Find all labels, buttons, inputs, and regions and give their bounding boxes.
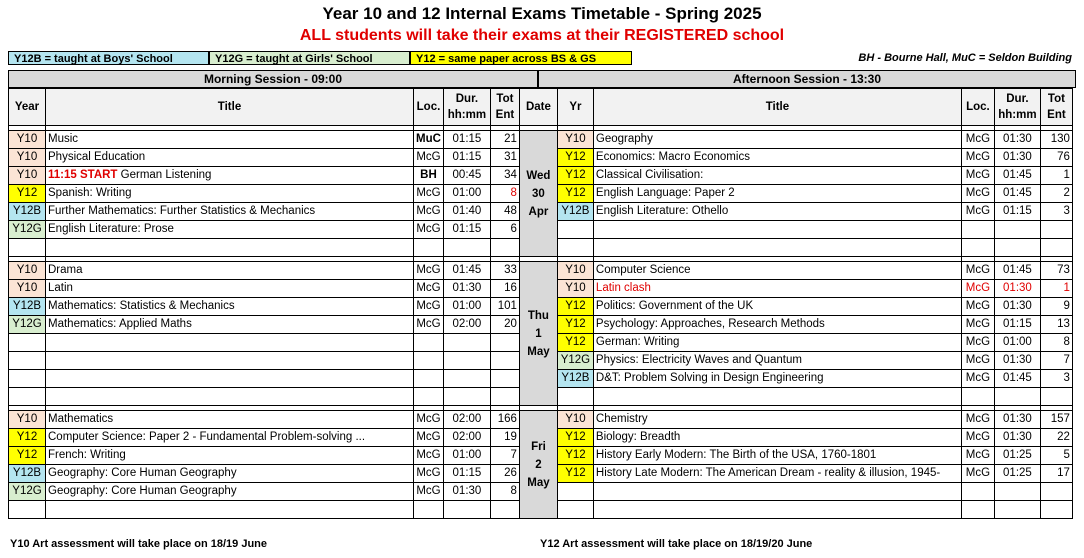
afternoon-title-cell (593, 239, 961, 257)
morning-year-cell: Y12G (9, 316, 46, 334)
morning-duration-cell (443, 334, 490, 352)
morning-entries-cell: 6 (490, 221, 519, 239)
table-row (9, 262, 1073, 280)
afternoon-title-cell (593, 447, 961, 465)
afternoon-title-text: Physics: Electricity Waves and Quantum (595, 354, 802, 366)
afternoon-year-cell: Y12 (557, 298, 593, 316)
morning-title-text: Mathematics: Applied Maths (48, 318, 192, 330)
date-part: Thu (527, 309, 549, 322)
afternoon-year-cell (557, 388, 593, 406)
afternoon-location-cell: McG (961, 167, 994, 185)
afternoon-location-cell: McG (961, 280, 994, 298)
morning-entries-cell: 48 (490, 203, 519, 221)
afternoon-duration-cell: 01:25 (994, 447, 1040, 465)
afternoon-title-text: History Early Modern: The Birth of the USA, 1760-1801 (595, 449, 877, 461)
morning-entries-cell: 166 (490, 411, 519, 429)
legend-y12g: Y12G = taught at Girls' School (209, 51, 410, 65)
morning-title-text: Mathematics: Statistics & Mechanics (48, 300, 235, 312)
morning-duration-cell: 01:00 (443, 185, 490, 203)
afternoon-title-cell (593, 131, 961, 149)
afternoon-title-cell (593, 298, 961, 316)
afternoon-location-cell: McG (961, 298, 994, 316)
afternoon-entries-cell: 7 (1040, 352, 1072, 370)
afternoon-location-cell (961, 501, 994, 519)
morning-title-text: Mathematics (48, 413, 114, 425)
morning-location-cell: McG (414, 280, 444, 298)
morning-title-text: Music (48, 133, 79, 145)
morning-year-cell (9, 239, 46, 257)
morning-title-text: Geography: Core Human Geography (48, 467, 237, 479)
afternoon-location-cell (961, 221, 994, 239)
afternoon-location-cell: McG (961, 185, 994, 203)
morning-title-cell (46, 429, 414, 447)
afternoon-entries-cell: 5 (1040, 447, 1072, 465)
afternoon-title-cell (593, 262, 961, 280)
morning-title-cell (46, 501, 414, 519)
afternoon-location-cell: McG (961, 465, 994, 483)
morning-title-text: Computer Science: Paper 2 - Fundamental Problem-solving ... (48, 431, 366, 443)
morning-title-cell (46, 262, 414, 280)
morning-location-cell: McG (414, 465, 444, 483)
col-yr: Yr (557, 89, 593, 126)
afternoon-duration-cell: 01:30 (994, 429, 1040, 447)
morning-entries-cell (490, 501, 519, 519)
afternoon-entries-cell (1040, 239, 1072, 257)
afternoon-title-text: Classical Civilisation: (595, 169, 704, 181)
morning-year-cell: Y12B (9, 203, 46, 221)
afternoon-entries-cell (1040, 388, 1072, 406)
morning-title-cell (46, 239, 414, 257)
morning-duration-cell (443, 239, 490, 257)
footer-note-y10: Y10 Art assessment will take place on 18/19 June (10, 538, 267, 550)
afternoon-title-text: Computer Science (595, 264, 691, 276)
afternoon-title-text: English Literature: Othello (595, 205, 729, 217)
morning-location-cell: McG (414, 316, 444, 334)
morning-title-cell (46, 149, 414, 167)
morning-location-cell: BH (414, 167, 444, 185)
afternoon-entries-cell: 13 (1040, 316, 1072, 334)
date-part: Fri (531, 440, 546, 453)
afternoon-location-cell: McG (961, 370, 994, 388)
morning-entries-cell: 101 (490, 298, 519, 316)
table-row (9, 411, 1073, 429)
morning-location-cell (414, 352, 444, 370)
morning-year-cell: Y12 (9, 185, 46, 203)
col-loc-pm: Loc. (961, 89, 994, 126)
afternoon-entries-cell: 9 (1040, 298, 1072, 316)
morning-title-text: Geography: Core Human Geography (48, 485, 237, 497)
page-title: Year 10 and 12 Internal Exams Timetable - Spring 2025 (322, 4, 762, 23)
morning-title-text: Further Mathematics: Further Statistics & Mechanics (48, 205, 316, 217)
morning-entries-cell: 19 (490, 429, 519, 447)
morning-year-cell (9, 501, 46, 519)
morning-duration-cell (443, 352, 490, 370)
morning-location-cell: McG (414, 429, 444, 447)
morning-location-cell: McG (414, 149, 444, 167)
afternoon-year-cell: Y12 (557, 316, 593, 334)
afternoon-location-cell: McG (961, 334, 994, 352)
morning-location-cell: McG (414, 262, 444, 280)
morning-year-cell: Y10 (9, 411, 46, 429)
afternoon-duration-cell: 01:15 (994, 316, 1040, 334)
morning-duration-cell (443, 501, 490, 519)
afternoon-entries-cell: 22 (1040, 429, 1072, 447)
date-cell (519, 262, 557, 406)
morning-entries-cell: 8 (490, 483, 519, 501)
afternoon-year-cell: Y12 (557, 334, 593, 352)
col-total: Tot Ent (490, 89, 519, 126)
morning-title-cell (46, 316, 414, 334)
morning-duration-cell: 01:15 (443, 149, 490, 167)
afternoon-location-cell: McG (961, 203, 994, 221)
afternoon-year-cell: Y12 (557, 185, 593, 203)
morning-title-cell (46, 131, 414, 149)
morning-duration-cell (443, 370, 490, 388)
afternoon-title-cell (593, 149, 961, 167)
morning-entries-cell: 20 (490, 316, 519, 334)
afternoon-location-cell: McG (961, 316, 994, 334)
afternoon-year-cell: Y12 (557, 149, 593, 167)
morning-title-text: Drama (48, 264, 83, 276)
morning-title-cell (46, 465, 414, 483)
morning-duration-cell: 01:30 (443, 280, 490, 298)
afternoon-title-cell (593, 280, 961, 298)
afternoon-duration-cell (994, 483, 1040, 501)
afternoon-duration-cell: 01:25 (994, 465, 1040, 483)
morning-duration-cell: 01:30 (443, 483, 490, 501)
afternoon-year-cell (557, 221, 593, 239)
morning-title-cell (46, 411, 414, 429)
morning-year-cell: Y12 (9, 447, 46, 465)
date-part: Wed (526, 169, 551, 182)
afternoon-year-cell: Y10 (557, 262, 593, 280)
afternoon-title-cell (593, 221, 961, 239)
morning-entries-cell: 16 (490, 280, 519, 298)
legend-y12: Y12 = same paper across BS & GS (410, 51, 632, 65)
afternoon-duration-cell: 01:45 (994, 370, 1040, 388)
afternoon-duration-cell: 01:30 (994, 149, 1040, 167)
afternoon-title-cell (593, 370, 961, 388)
morning-title-cell (46, 447, 414, 465)
afternoon-entries-cell: 157 (1040, 411, 1072, 429)
afternoon-entries-cell: 1 (1040, 280, 1072, 298)
morning-year-cell: Y12B (9, 465, 46, 483)
afternoon-location-cell: McG (961, 131, 994, 149)
afternoon-title-cell (593, 429, 961, 447)
date-part: 2 (535, 458, 542, 471)
afternoon-duration-cell (994, 239, 1040, 257)
afternoon-location-cell: McG (961, 149, 994, 167)
afternoon-entries-cell: 130 (1040, 131, 1072, 149)
morning-location-cell: MuC (414, 131, 444, 149)
afternoon-entries-cell: 3 (1040, 370, 1072, 388)
afternoon-year-cell: Y12 (557, 465, 593, 483)
afternoon-title-cell (593, 465, 961, 483)
date-cell (519, 131, 557, 257)
morning-location-cell (414, 501, 444, 519)
morning-location-cell: McG (414, 203, 444, 221)
morning-year-cell (9, 334, 46, 352)
afternoon-year-cell (557, 483, 593, 501)
morning-duration-cell: 01:00 (443, 298, 490, 316)
morning-entries-cell: 31 (490, 149, 519, 167)
afternoon-title-text: History Late Modern: The American Dream - reality & illusion, 1945- (595, 467, 941, 479)
morning-session-header: Morning Session - 09:00 (8, 70, 538, 88)
morning-entries-cell: 21 (490, 131, 519, 149)
date-part: Apr (528, 205, 549, 218)
morning-title-cell (46, 280, 414, 298)
afternoon-year-cell (557, 501, 593, 519)
morning-entries-cell (490, 370, 519, 388)
afternoon-duration-cell: 01:30 (994, 411, 1040, 429)
date-cell (519, 411, 557, 519)
col-title-pm: Title (593, 89, 961, 126)
table-row (9, 131, 1073, 149)
morning-year-cell: Y10 (9, 167, 46, 185)
morning-entries-cell (490, 352, 519, 370)
afternoon-year-cell (557, 239, 593, 257)
afternoon-year-cell: Y12 (557, 429, 593, 447)
page-subtitle: ALL students will take their exams at their REGISTERED school (299, 27, 785, 44)
location-key: BH - Bourne Hall, MuC = Seldon Building (858, 52, 1072, 64)
col-duration-pm: Dur. hh:mm (994, 89, 1040, 126)
afternoon-year-cell: Y10 (557, 280, 593, 298)
afternoon-title-text: German: Writing (595, 336, 680, 348)
morning-duration-cell: 02:00 (443, 429, 490, 447)
afternoon-duration-cell: 01:30 (994, 352, 1040, 370)
morning-title-cell (46, 298, 414, 316)
afternoon-title-text: Geography (595, 133, 653, 145)
start-time-note: 11:15 START (48, 169, 118, 181)
afternoon-title-text: Biology: Breadth (595, 431, 681, 443)
col-date: Date (519, 89, 557, 126)
morning-title-cell (46, 370, 414, 388)
morning-title-cell (46, 185, 414, 203)
morning-entries-cell: 34 (490, 167, 519, 185)
morning-duration-cell: 02:00 (443, 411, 490, 429)
col-loc: Loc. (414, 89, 444, 126)
afternoon-title-cell (593, 185, 961, 203)
afternoon-year-cell: Y12 (557, 447, 593, 465)
morning-duration-cell: 01:45 (443, 262, 490, 280)
afternoon-year-cell: Y12B (557, 203, 593, 221)
afternoon-location-cell (961, 388, 994, 406)
morning-year-cell: Y10 (9, 149, 46, 167)
morning-duration-cell: 01:40 (443, 203, 490, 221)
afternoon-title-cell (593, 388, 961, 406)
afternoon-duration-cell (994, 388, 1040, 406)
morning-title-text: Latin (48, 282, 73, 294)
morning-location-cell: McG (414, 185, 444, 203)
afternoon-duration-cell: 01:45 (994, 167, 1040, 185)
morning-year-cell (9, 370, 46, 388)
afternoon-entries-cell: 17 (1040, 465, 1072, 483)
date-part: May (527, 476, 550, 489)
afternoon-title-cell (593, 501, 961, 519)
morning-year-cell: Y10 (9, 280, 46, 298)
afternoon-title-text: Psychology: Approaches, Research Methods (595, 318, 825, 330)
col-title: Title (46, 89, 414, 126)
col-year: Year (9, 89, 46, 126)
morning-duration-cell: 01:15 (443, 131, 490, 149)
afternoon-location-cell: McG (961, 429, 994, 447)
afternoon-entries-cell: 76 (1040, 149, 1072, 167)
date-part: 1 (535, 327, 542, 340)
morning-duration-cell: 00:45 (443, 167, 490, 185)
morning-year-cell (9, 388, 46, 406)
col-duration: Dur. hh:mm (443, 89, 490, 126)
afternoon-year-cell: Y12 (557, 167, 593, 185)
morning-title-text: Spanish: Writing (48, 187, 132, 199)
header-row (9, 89, 1073, 126)
morning-duration-cell: 01:00 (443, 447, 490, 465)
morning-location-cell: McG (414, 298, 444, 316)
morning-duration-cell: 02:00 (443, 316, 490, 334)
afternoon-location-cell: McG (961, 352, 994, 370)
morning-entries-cell (490, 388, 519, 406)
morning-entries-cell: 8 (490, 185, 519, 203)
morning-entries-cell: 33 (490, 262, 519, 280)
afternoon-year-cell: Y10 (557, 411, 593, 429)
morning-entries-cell (490, 239, 519, 257)
morning-title-text: German Listening (120, 169, 212, 181)
afternoon-title-cell (593, 203, 961, 221)
morning-year-cell (9, 352, 46, 370)
afternoon-location-cell: McG (961, 447, 994, 465)
morning-title-cell (46, 221, 414, 239)
afternoon-title-text: English Language: Paper 2 (595, 187, 735, 199)
afternoon-title-cell (593, 316, 961, 334)
afternoon-duration-cell: 01:00 (994, 334, 1040, 352)
afternoon-title-text: Politics: Government of the UK (595, 300, 754, 312)
afternoon-duration-cell (994, 221, 1040, 239)
afternoon-duration-cell: 01:15 (994, 203, 1040, 221)
afternoon-entries-cell: 8 (1040, 334, 1072, 352)
morning-location-cell: McG (414, 411, 444, 429)
afternoon-title-cell (593, 334, 961, 352)
afternoon-entries-cell: 1 (1040, 167, 1072, 185)
morning-year-cell: Y12G (9, 221, 46, 239)
afternoon-duration-cell: 01:30 (994, 280, 1040, 298)
morning-title-text: English Literature: Prose (48, 223, 174, 235)
afternoon-entries-cell: 2 (1040, 185, 1072, 203)
morning-entries-cell: 26 (490, 465, 519, 483)
morning-location-cell: McG (414, 221, 444, 239)
afternoon-duration-cell: 01:45 (994, 185, 1040, 203)
morning-duration-cell: 01:15 (443, 221, 490, 239)
afternoon-entries-cell: 73 (1040, 262, 1072, 280)
morning-title-cell (46, 352, 414, 370)
morning-location-cell (414, 334, 444, 352)
morning-title-cell (46, 167, 414, 185)
afternoon-title-text: Economics: Macro Economics (595, 151, 750, 163)
col-total-pm: Tot Ent (1040, 89, 1072, 126)
morning-location-cell (414, 370, 444, 388)
morning-location-cell: McG (414, 447, 444, 465)
legend-y12b: Y12B = taught at Boys' School (8, 51, 209, 65)
afternoon-entries-cell (1040, 221, 1072, 239)
afternoon-title-cell (593, 483, 961, 501)
afternoon-title-text: Latin clash (595, 282, 651, 294)
footer-note-y12: Y12 Art assessment will take place on 18/19/20 June (540, 538, 813, 550)
afternoon-year-cell: Y12G (557, 352, 593, 370)
morning-title-cell (46, 388, 414, 406)
date-part: 30 (532, 187, 545, 200)
afternoon-location-cell: McG (961, 262, 994, 280)
morning-title-text: French: Writing (48, 449, 126, 461)
afternoon-title-text: Chemistry (595, 413, 648, 425)
afternoon-entries-cell: 3 (1040, 203, 1072, 221)
afternoon-year-cell: Y12B (557, 370, 593, 388)
morning-year-cell: Y12G (9, 483, 46, 501)
afternoon-entries-cell (1040, 501, 1072, 519)
morning-entries-cell: 7 (490, 447, 519, 465)
morning-year-cell: Y12 (9, 429, 46, 447)
afternoon-title-text: D&T: Problem Solving in Design Engineering (595, 372, 824, 384)
afternoon-duration-cell: 01:45 (994, 262, 1040, 280)
afternoon-duration-cell: 01:30 (994, 131, 1040, 149)
afternoon-year-cell: Y10 (557, 131, 593, 149)
morning-location-cell (414, 388, 444, 406)
morning-duration-cell (443, 388, 490, 406)
morning-location-cell: McG (414, 483, 444, 501)
afternoon-location-cell: McG (961, 411, 994, 429)
afternoon-location-cell (961, 239, 994, 257)
afternoon-title-cell (593, 352, 961, 370)
afternoon-entries-cell (1040, 483, 1072, 501)
afternoon-duration-cell: 01:30 (994, 298, 1040, 316)
afternoon-duration-cell (994, 501, 1040, 519)
afternoon-title-cell (593, 167, 961, 185)
morning-year-cell: Y10 (9, 262, 46, 280)
afternoon-title-cell (593, 411, 961, 429)
timetable (8, 88, 1073, 519)
morning-year-cell: Y10 (9, 131, 46, 149)
morning-title-cell (46, 483, 414, 501)
morning-title-cell (46, 334, 414, 352)
morning-title-text: Physical Education (48, 151, 146, 163)
morning-title-cell (46, 203, 414, 221)
morning-duration-cell: 01:15 (443, 465, 490, 483)
morning-location-cell (414, 239, 444, 257)
morning-year-cell: Y12B (9, 298, 46, 316)
afternoon-session-header: Afternoon Session - 13:30 (538, 70, 1076, 88)
afternoon-location-cell (961, 483, 994, 501)
morning-entries-cell (490, 334, 519, 352)
date-part: May (527, 345, 550, 358)
